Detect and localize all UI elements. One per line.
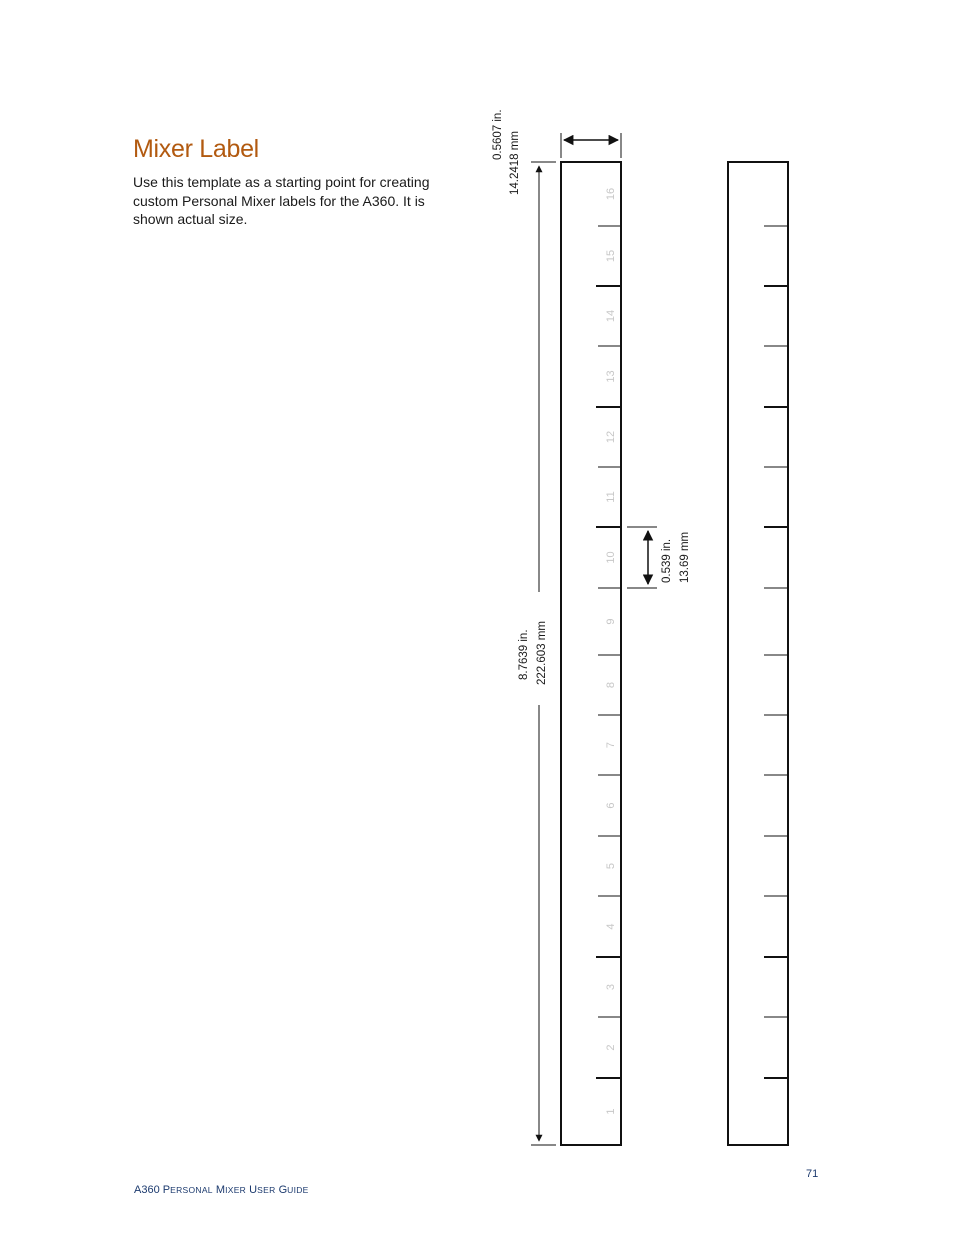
channel-number-15: 15 xyxy=(605,249,617,263)
channel-number-4: 4 xyxy=(605,923,617,930)
channel-number-7: 7 xyxy=(605,741,617,749)
height-mm-text: 222.603 mm xyxy=(536,621,548,685)
channel-number-14: 14 xyxy=(605,309,617,323)
left-label-strip xyxy=(561,162,621,1145)
channel-number-10: 10 xyxy=(605,551,617,564)
channel-number-3: 3 xyxy=(605,983,617,991)
channel-number-11: 11 xyxy=(605,491,617,503)
channel-mm-text: 13.69 mm xyxy=(679,531,691,583)
page-title: Mixer Label xyxy=(133,135,259,163)
channel-number-16: 16 xyxy=(605,187,617,201)
channel-number-9: 9 xyxy=(605,618,617,625)
left-strip-channel-numbers xyxy=(605,188,617,1115)
height-in-text: 8.7639 in. xyxy=(518,629,530,680)
left-strip-dividers xyxy=(596,226,621,1078)
width-mm-text: 14.2418 mm xyxy=(509,131,521,195)
intro-paragraph: Use this template as a starting point for creating custom Personal Mixer labels for the A360. It is shown actual size. xyxy=(133,174,430,227)
channel-number-5: 5 xyxy=(605,862,617,870)
channel-number-12: 12 xyxy=(605,430,617,444)
page-number: 71 xyxy=(806,1168,819,1180)
channel-in-text: 0.539 in. xyxy=(661,538,673,583)
channel-number-2: 2 xyxy=(605,1044,617,1051)
footer-guide-title: A360 PERSONAL MIXER USER GUIDE xyxy=(134,1184,309,1196)
right-strip-dividers xyxy=(764,226,788,1078)
channel-number-6: 6 xyxy=(605,802,617,809)
channel-number-8: 8 xyxy=(605,681,617,689)
channel-number-13: 13 xyxy=(605,370,617,383)
width-in-text: 0.5607 in. xyxy=(492,109,504,160)
right-label-strip xyxy=(728,162,788,1145)
channel-number-1: 1 xyxy=(605,1108,617,1115)
